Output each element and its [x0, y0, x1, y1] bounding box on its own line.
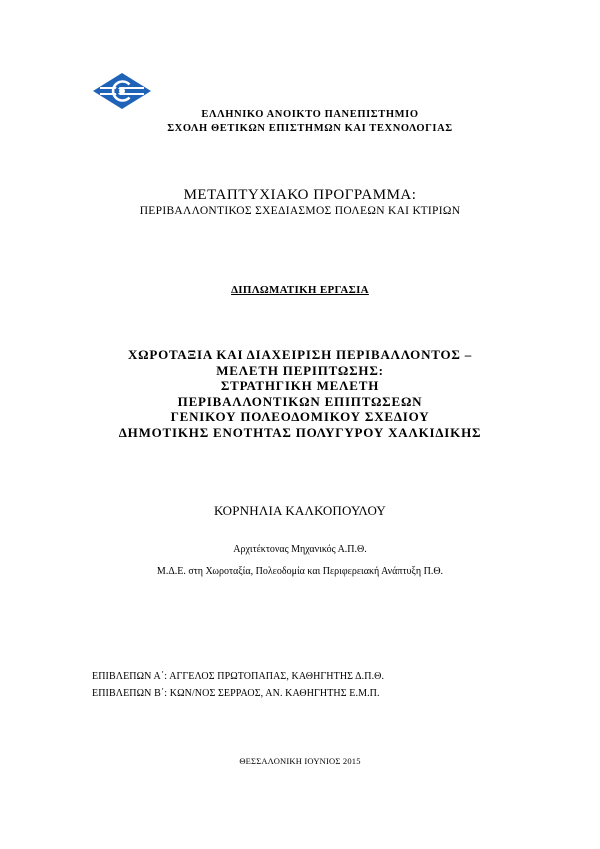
institution-header — [150, 108, 470, 136]
thesis-type-heading: ΔΙΠΛΩΜΑΤΙΚΗ ΕΡΓΑΣΙΑ — [231, 284, 369, 296]
school-name: ΣΧΟΛΗ ΘΕΤΙΚΩΝ ΕΠΙΣΤΗΜΩΝ ΚΑΙ ΤΕΧΝΟΛΟΓΙΑΣ — [167, 123, 453, 134]
thesis-title-line: ΓΕΝΙΚΟΥ ΠΟΛΕΟΔΟΜΙΚΟΥ ΣΧΕΔΙΟΥ — [170, 409, 430, 424]
thesis-title-line: ΧΩΡΟΤΑΞΙΑ ΚΑΙ ΔΙΑΧΕΙΡΙΣΗ ΠΕΡΙΒΑΛΛΟΝΤΟΣ – — [127, 347, 473, 362]
author-name: ΚΟΡΝΗΛΙΑ ΚΑΛΚΟΠΟΥΛΟΥ — [213, 503, 387, 518]
author-credential-1: Αρχιτέκτονας Μηχανικός Α.Π.Θ. — [233, 544, 367, 555]
university-name: ΕΛΛΗΝΙΚΟ ΑΝΟΙΚΤΟ ΠΑΝΕΠΙΣΤΗΜΙΟ — [201, 109, 419, 120]
thesis-title-line: ΣΤΡΑΤΗΓΙΚΗ ΜΕΛΕΤΗ — [220, 378, 380, 393]
supervisor-a: ΕΠΙΒΛΕΠΩΝ Α΄: ΑΓΓΕΛΟΣ ΠΡΩΤΟΠΑΠΑΣ, ΚΑΘΗΓΗΤΗΣ Δ.Π.Θ. — [92, 671, 385, 682]
program-title: ΜΕΤΑΠΤΥΧΙΑΚΟ ΠΡΟΓΡΑΜΜΑ: — [183, 187, 417, 203]
author-credential-2: Μ.Δ.Ε. στη Χωροταξία, Πολεοδομία και Περιφερειακή Ανάπτυξη Π.Θ. — [156, 566, 444, 577]
thesis-title-line: ΠΕΡΙΒΑΛΛΟΝΤΙΚΩΝ ΕΠΙΠΤΩΣΕΩΝ — [177, 393, 423, 409]
place-and-date: ΘΕΣΣΑΛΟΝΙΚΗ ΙΟΥΝΙΟΣ 2015 — [239, 756, 361, 766]
thesis-title — [60, 347, 540, 440]
program-subtitle: ΠΕΡΙΒΑΛΛΟΝΤΙΚΟΣ ΣΧΕΔΙΑΣΜΟΣ ΠΟΛΕΩΝ ΚΑΙ ΚΤΙΡΙΩΝ — [139, 205, 461, 217]
supervisor-b: ΕΠΙΒΛΕΠΩΝ Β΄: ΚΩΝ/ΝΟΣ ΣΕΡΡΑΟΣ, ΑΝ. ΚΑΘΗΓΗΤΗΣ Ε.Μ.Π. — [92, 688, 380, 699]
supervisors-block — [92, 668, 552, 702]
eap-logo-icon — [92, 72, 152, 110]
thesis-title-line: ΜΕΛΕΤΗ ΠΕΡΙΠΤΩΣΗΣ: — [216, 362, 384, 378]
thesis-title-line: ΔΗΜΟΤΙΚΗΣ ΕΝΟΤΗΤΑΣ ΠΟΛΥΓΥΡΟΥ ΧΑΛΚΙΔΙΚΗΣ — [118, 424, 482, 440]
